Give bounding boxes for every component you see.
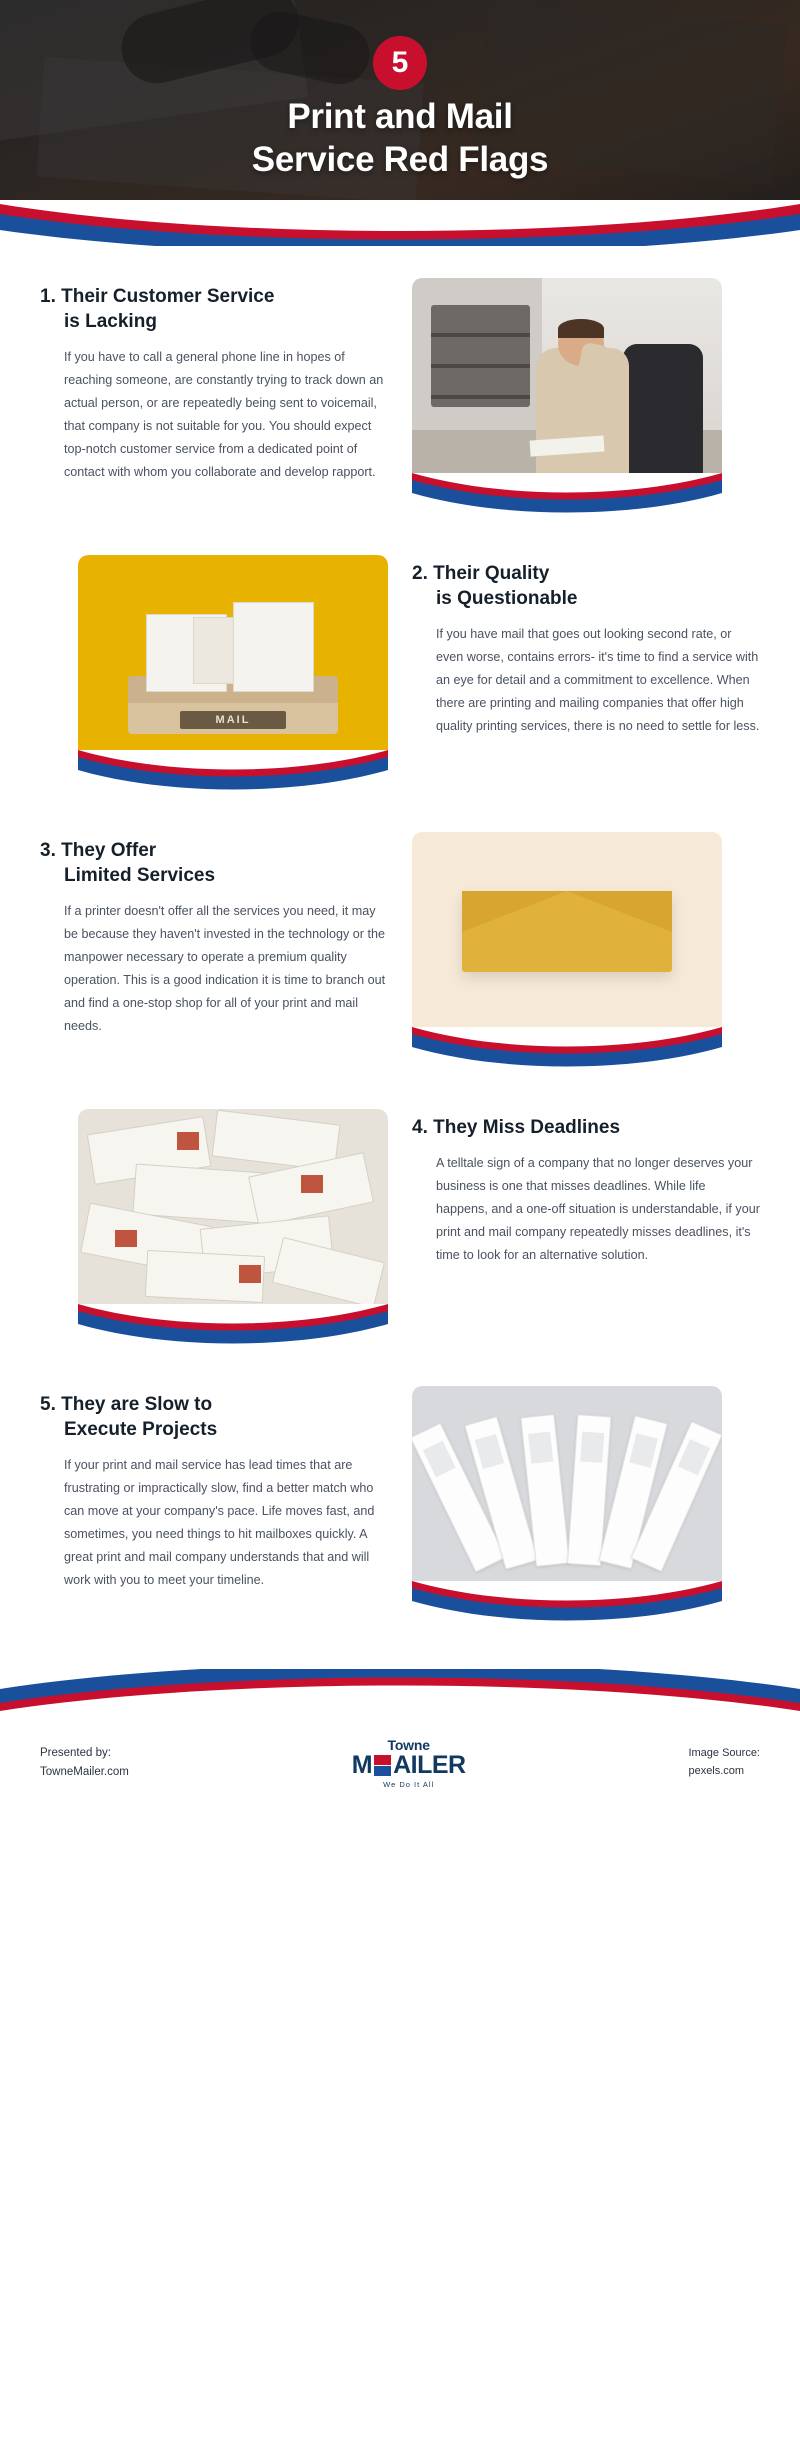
section-2-body: If you have mail that goes out looking second rate, or even worse, contains errors- it's time to find a service with an eye for detail and a commitment to excellence. When there are printing and mailing companies that offer high quality printing services, there is no need to settle for less. xyxy=(436,627,760,733)
image-wave-4 xyxy=(78,1304,388,1344)
image-mail-organizer-tray xyxy=(78,555,388,750)
section-4-title xyxy=(412,1115,760,1140)
flag-icon xyxy=(374,1755,391,1776)
section-1-title-line2: is Lacking xyxy=(64,311,157,333)
hero-number-badge: 5 xyxy=(373,36,427,90)
page-title xyxy=(0,96,800,181)
section-3 xyxy=(0,832,800,1067)
section-3-image-card xyxy=(412,832,722,1067)
section-5 xyxy=(0,1386,800,1621)
footer-image-source xyxy=(688,1745,760,1780)
section-3-title-line2: Limited Services xyxy=(64,865,216,887)
logo-towne-text: Towne xyxy=(387,1737,430,1753)
section-2-title-line2: is Questionable xyxy=(436,588,578,610)
hero-banner xyxy=(0,0,800,200)
section-1-title xyxy=(40,284,388,334)
image-wave-3 xyxy=(412,1027,722,1067)
section-1-body: If you have to call a general phone line in hopes of reaching someone, are constantly trying to track down an actual person, or are repeatedly being sent to voicemail, that company is not suitable for you. You should expect top-notch customer service from a dedicated point of contact with whom you collaborate and develop rapport. xyxy=(64,350,384,479)
section-2-title xyxy=(412,561,760,611)
section-2-title-line1: Their Quality xyxy=(433,563,550,584)
section-2-image-card xyxy=(78,555,388,790)
section-1-image-card xyxy=(412,278,722,513)
section-3-text xyxy=(40,832,388,1038)
logo-letters-ailer: AILER xyxy=(393,1751,466,1779)
section-3-number: 3. xyxy=(40,840,56,861)
towne-mailer-logo[interactable] xyxy=(352,1737,466,1789)
section-5-number: 5. xyxy=(40,1394,56,1415)
section-5-image-card xyxy=(412,1386,722,1621)
presented-by-label: Presented by: xyxy=(40,1747,111,1760)
section-2 xyxy=(0,555,800,790)
mail-tray-label: MAIL xyxy=(180,711,285,729)
image-man-at-desk-on-phone xyxy=(412,278,722,473)
section-5-text xyxy=(40,1386,388,1592)
image-wave-5 xyxy=(412,1581,722,1621)
section-4-title-line1: They Miss Deadlines xyxy=(433,1117,621,1138)
section-5-body: If your print and mail service has lead times that are frustrating or impractically slow, find a better match who can move at your company's pace. Life moves fast, and sometimes, you need things to hit mailboxes quickly. A great print and mail company understands that and will work with you to meet your timeline. xyxy=(64,1458,375,1587)
footer-presented-by xyxy=(40,1744,129,1782)
section-1-text xyxy=(40,278,388,484)
image-gold-envelope xyxy=(412,832,722,1027)
wave-divider-footer xyxy=(0,1669,800,1715)
section-4 xyxy=(0,1109,800,1344)
section-5-title-line1: They are Slow to xyxy=(61,1394,213,1415)
section-3-body: If a printer doesn't offer all the services you need, it may be because they haven't invested in the technology or the manpower necessary to operate a premium quality operation. This is a good indication it is time to branch out and find a one-stop shop for all of your print and mail needs. xyxy=(64,904,386,1033)
section-2-text xyxy=(412,555,760,738)
section-3-title-line1: They Offer xyxy=(61,840,157,861)
section-3-title xyxy=(40,838,388,888)
section-4-body: A telltale sign of a company that no longer deserves your business is one that misses deadlines. While life happens, and a one-off situation is understandable, if your print and mail company repeatedly misses deadlines, it's time to look for an alternative solution. xyxy=(436,1156,760,1262)
hero-title-line2: Service Red Flags xyxy=(251,139,549,179)
image-source-value: pexels.com xyxy=(688,1765,745,1777)
section-5-title xyxy=(40,1392,388,1442)
section-4-text xyxy=(412,1109,760,1267)
logo-tagline: We Do It All xyxy=(383,1780,435,1789)
wave-divider-hero xyxy=(0,200,800,246)
section-4-number: 4. xyxy=(412,1117,428,1138)
image-source-label: Image Source: xyxy=(688,1747,760,1760)
logo-mailer-text xyxy=(352,1753,466,1778)
image-wave-2 xyxy=(78,750,388,790)
section-4-image-card xyxy=(78,1109,388,1344)
hero-title-line1: Print and Mail xyxy=(287,97,513,136)
section-1-number: 1. xyxy=(40,286,56,307)
image-white-envelopes-fan xyxy=(412,1386,722,1581)
presented-by-value[interactable]: TowneMailer.com xyxy=(40,1766,129,1778)
section-5-title-line2: Execute Projects xyxy=(64,1419,218,1441)
section-2-number: 2. xyxy=(412,563,428,584)
image-wave-1 xyxy=(412,473,722,513)
logo-letter-m: M xyxy=(351,1751,373,1779)
section-1 xyxy=(0,278,800,513)
section-1-title-line1: Their Customer Service xyxy=(61,286,275,307)
image-scattered-letters xyxy=(78,1109,388,1304)
footer xyxy=(0,1715,800,1817)
